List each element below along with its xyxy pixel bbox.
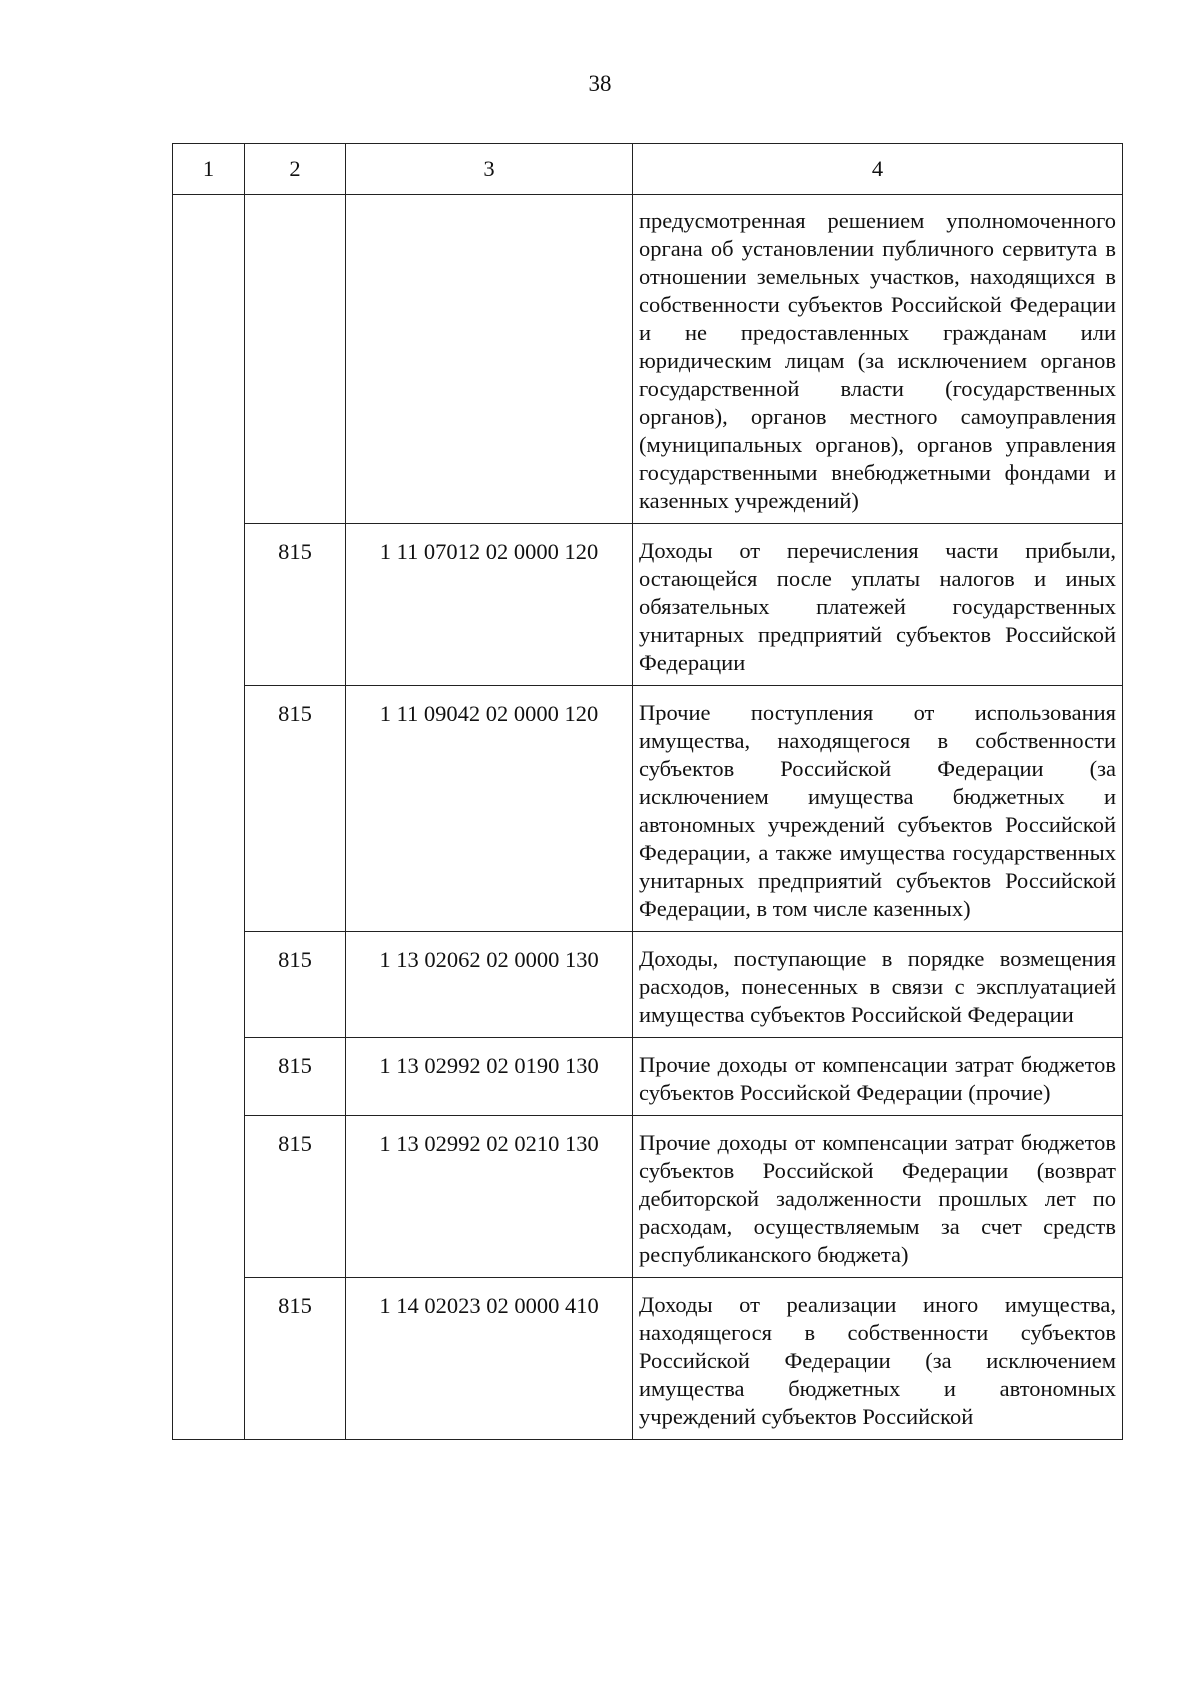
column-header-2: 2 xyxy=(245,144,346,195)
admin-code-cell: 815 xyxy=(245,1278,346,1440)
table-row xyxy=(173,1116,1123,1278)
revenue-code-cell: 1 13 02062 02 0000 130 xyxy=(346,932,633,1038)
admin-code-cell: 815 xyxy=(245,686,346,932)
table-header-row xyxy=(173,144,1123,195)
description-cell: Доходы от реализации иного имущества, находящегося в собственности субъектов Российской Федерации (за исключением имущества бюджетных и автономных учреждений субъектов Российской xyxy=(633,1278,1123,1440)
description-cell: Прочие доходы от компенсации затрат бюджетов субъектов Российской Федерации (прочие) xyxy=(633,1038,1123,1116)
admin-code-cell: 815 xyxy=(245,1038,346,1116)
revenue-code-cell: 1 11 09042 02 0000 120 xyxy=(346,686,633,932)
revenue-code-cell: 1 11 07012 02 0000 120 xyxy=(346,524,633,686)
description-cell: Прочие поступления от использования имущества, находящегося в собственности субъектов Российской Федерации (за исключением имущества бюджетных и автономных учреждений субъектов Российской Федерации, а также имущества государственных унитарных предприятий субъектов Российской Федерации, в том числе казенных) xyxy=(633,686,1123,932)
table-row xyxy=(173,686,1123,932)
table-row xyxy=(173,1038,1123,1116)
column-header-3: 3 xyxy=(346,144,633,195)
revenue-codes-table xyxy=(172,143,1123,1440)
admin-code-cell xyxy=(245,195,346,524)
admin-code-cell: 815 xyxy=(245,1116,346,1278)
admin-code-cell: 815 xyxy=(245,932,346,1038)
revenue-code-cell xyxy=(346,195,633,524)
description-cell: Доходы от перечисления части прибыли, остающейся после уплаты налогов и иных обязательных платежей государственных унитарных предприятий субъектов Российской Федерации xyxy=(633,524,1123,686)
column-header-1: 1 xyxy=(173,144,245,195)
revenue-code-cell: 1 13 02992 02 0210 130 xyxy=(346,1116,633,1278)
revenue-code-cell: 1 14 02023 02 0000 410 xyxy=(346,1278,633,1440)
table-row xyxy=(173,932,1123,1038)
table-row xyxy=(173,524,1123,686)
table-row xyxy=(173,1278,1123,1440)
column-header-4: 4 xyxy=(633,144,1123,195)
table-row xyxy=(173,195,1123,524)
description-cell: Доходы, поступающие в порядке возмещения расходов, понесенных в связи с эксплуатацией имущества субъектов Российской Федерации xyxy=(633,932,1123,1038)
group-cell xyxy=(173,195,245,1440)
description-cell: Прочие доходы от компенсации затрат бюджетов субъектов Российской Федерации (возврат дебиторской задолженности прошлых лет по расходам, осуществляемым за счет средств республиканского бюджета) xyxy=(633,1116,1123,1278)
page-number: 38 xyxy=(588,71,612,96)
admin-code-cell: 815 xyxy=(245,524,346,686)
revenue-code-cell: 1 13 02992 02 0190 130 xyxy=(346,1038,633,1116)
description-cell: предусмотренная решением уполномоченного органа об установлении публичного сервитута в отношении земельных участков, находящихся в собственности субъектов Российской Федерации и не предоставленных гражданам или юридическим лицам (за исключением органов государственной власти (государственных органов), органов местного самоуправления (муниципальных органов), органов управления государственными внебюджетными фондами и казенных учреждений) xyxy=(633,195,1123,524)
